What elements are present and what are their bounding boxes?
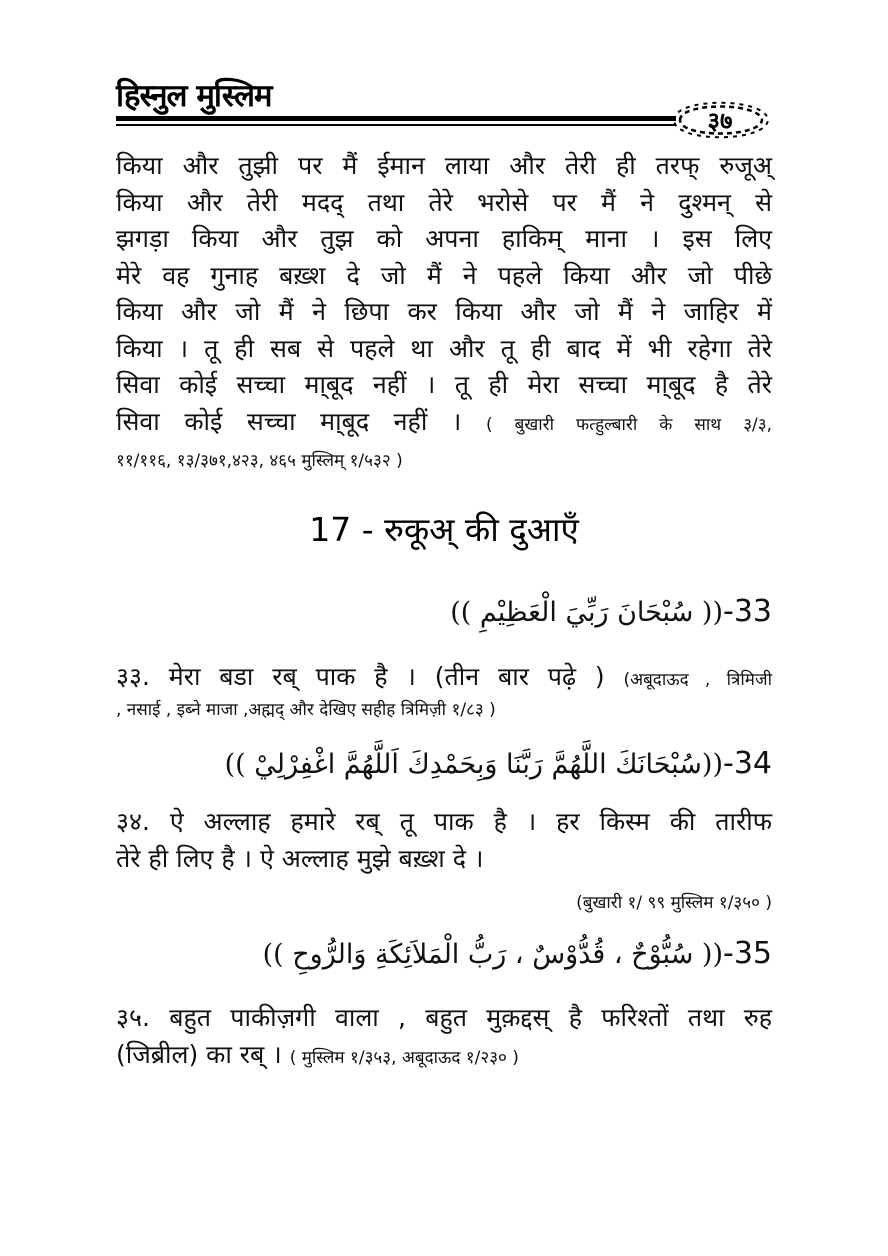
source-reference: ( बुखारी फत्हुल्बारी के साथ ३/३, (485, 414, 772, 435)
dua-number: 33- (722, 594, 772, 629)
paragraph-last-text: सिवा कोई सच्चा मा्बूद नहीं । (116, 406, 462, 436)
running-header-title: हिस्नुल मुस्लिम (116, 78, 272, 114)
dua-number: 35- (722, 936, 772, 971)
arabic-text: ((سُبْحَانَكَ اللَّهُمَّ رَبَّنَا وَبِحَمْدِكَ اَللَّهُمَّ اغْفِرْلِيْ )) (224, 749, 723, 780)
source-reference-continuation: ११/११६, १३/३७१,४२३, ४६५ मुस्लिम् १/५३२ ) (116, 451, 403, 471)
translation-line (116, 659, 772, 699)
paragraph-line: किया और तुझी पर मैं ईमान लाया और तेरी ही तरफ् रुजूअ् (116, 151, 772, 180)
header-rule-thin (116, 124, 676, 126)
dua-35-translation (116, 1000, 772, 1076)
translation-line-with-ref (116, 1037, 772, 1077)
page-number: ३७ (707, 107, 733, 135)
dua-35-arabic (263, 936, 772, 971)
arabic-text: (( سُبْحَانَ رَبِّيَ الْعَظِيْمِ )) (450, 597, 723, 628)
dua-number: 34- (722, 746, 772, 781)
dua-34-arabic (225, 746, 772, 781)
dua-33-arabic (450, 594, 772, 629)
paragraph-line: किया । तू ही सब से पहले था और तू ही बाद में भी रहेगा तेरे (116, 333, 772, 363)
continued-paragraph (116, 148, 772, 443)
translation-text: ३३. मेरा बडा रब् पाक है । (तीन बार पढ़े ) (116, 662, 605, 691)
translation-text: (जिब्रील) का रब् । (116, 1039, 282, 1069)
header-rule-thick (116, 116, 676, 121)
paragraph-line: किया और तेरी मदद् तथा तेरे भरोसे पर मैं ने दुश्मन् से (116, 187, 772, 217)
dua-33-translation (116, 659, 772, 699)
translation-line: ३५. बहुत पाकीज़गी वाला , बहुत मुक़द्दस् है फरिश्तों तथा रुह (116, 1003, 772, 1032)
arabic-text: (( سُبُّوْحٌ ، قُدُّوْسٌ ، رَبُّ الْمَلاَئِكَةِ وَالرُّوحِ )) (262, 939, 723, 970)
translation-line: तेरे ही लिए है । ऐ अल्लाह मुझे बख़्श दे । (116, 843, 484, 873)
source-reference: (अबूदाऊद , त्रिमिजी (623, 670, 772, 690)
source-reference: ( मुस्लिम १/३५३, अबूदाऊद १/२३० ) (289, 1047, 519, 1068)
paragraph-line: सिवा कोई सच्चा मा्बूद नहीं । तू ही मेरा सच्चा मा्बूद है तेरे (116, 370, 772, 399)
dua-34-translation (116, 804, 772, 877)
dua-33-reference: , नसाई , इब्ने माजा ,अह्मद् और देखिए सहीह त्रिमिज़ी १/८३ ) (116, 700, 496, 720)
paragraph-line: मेरे वह गुनाह बख़्श दे जो मैं ने पहले किया और जो पीछे (116, 260, 772, 290)
section-heading: 17 - रुकूअ् की दुआएँ (309, 510, 579, 549)
translation-line: ३४. ऐ अल्लाह हमारे रब् तू पाक है । हर किस्म की तारीफ (116, 807, 772, 836)
dua-34-reference: (बुखारी १/ ९९ मुस्लिम १/३५० ) (576, 893, 772, 913)
page-number-badge (670, 96, 770, 144)
paragraph-line-with-ref (116, 404, 772, 444)
paragraph-line: किया और जो मैं ने छिपा कर किया और जो मैं ने जाहिर में (116, 297, 772, 326)
paragraph-line: झगड़ा किया और तुझ को अपना हाकिम् माना । इस लिए (116, 224, 772, 253)
